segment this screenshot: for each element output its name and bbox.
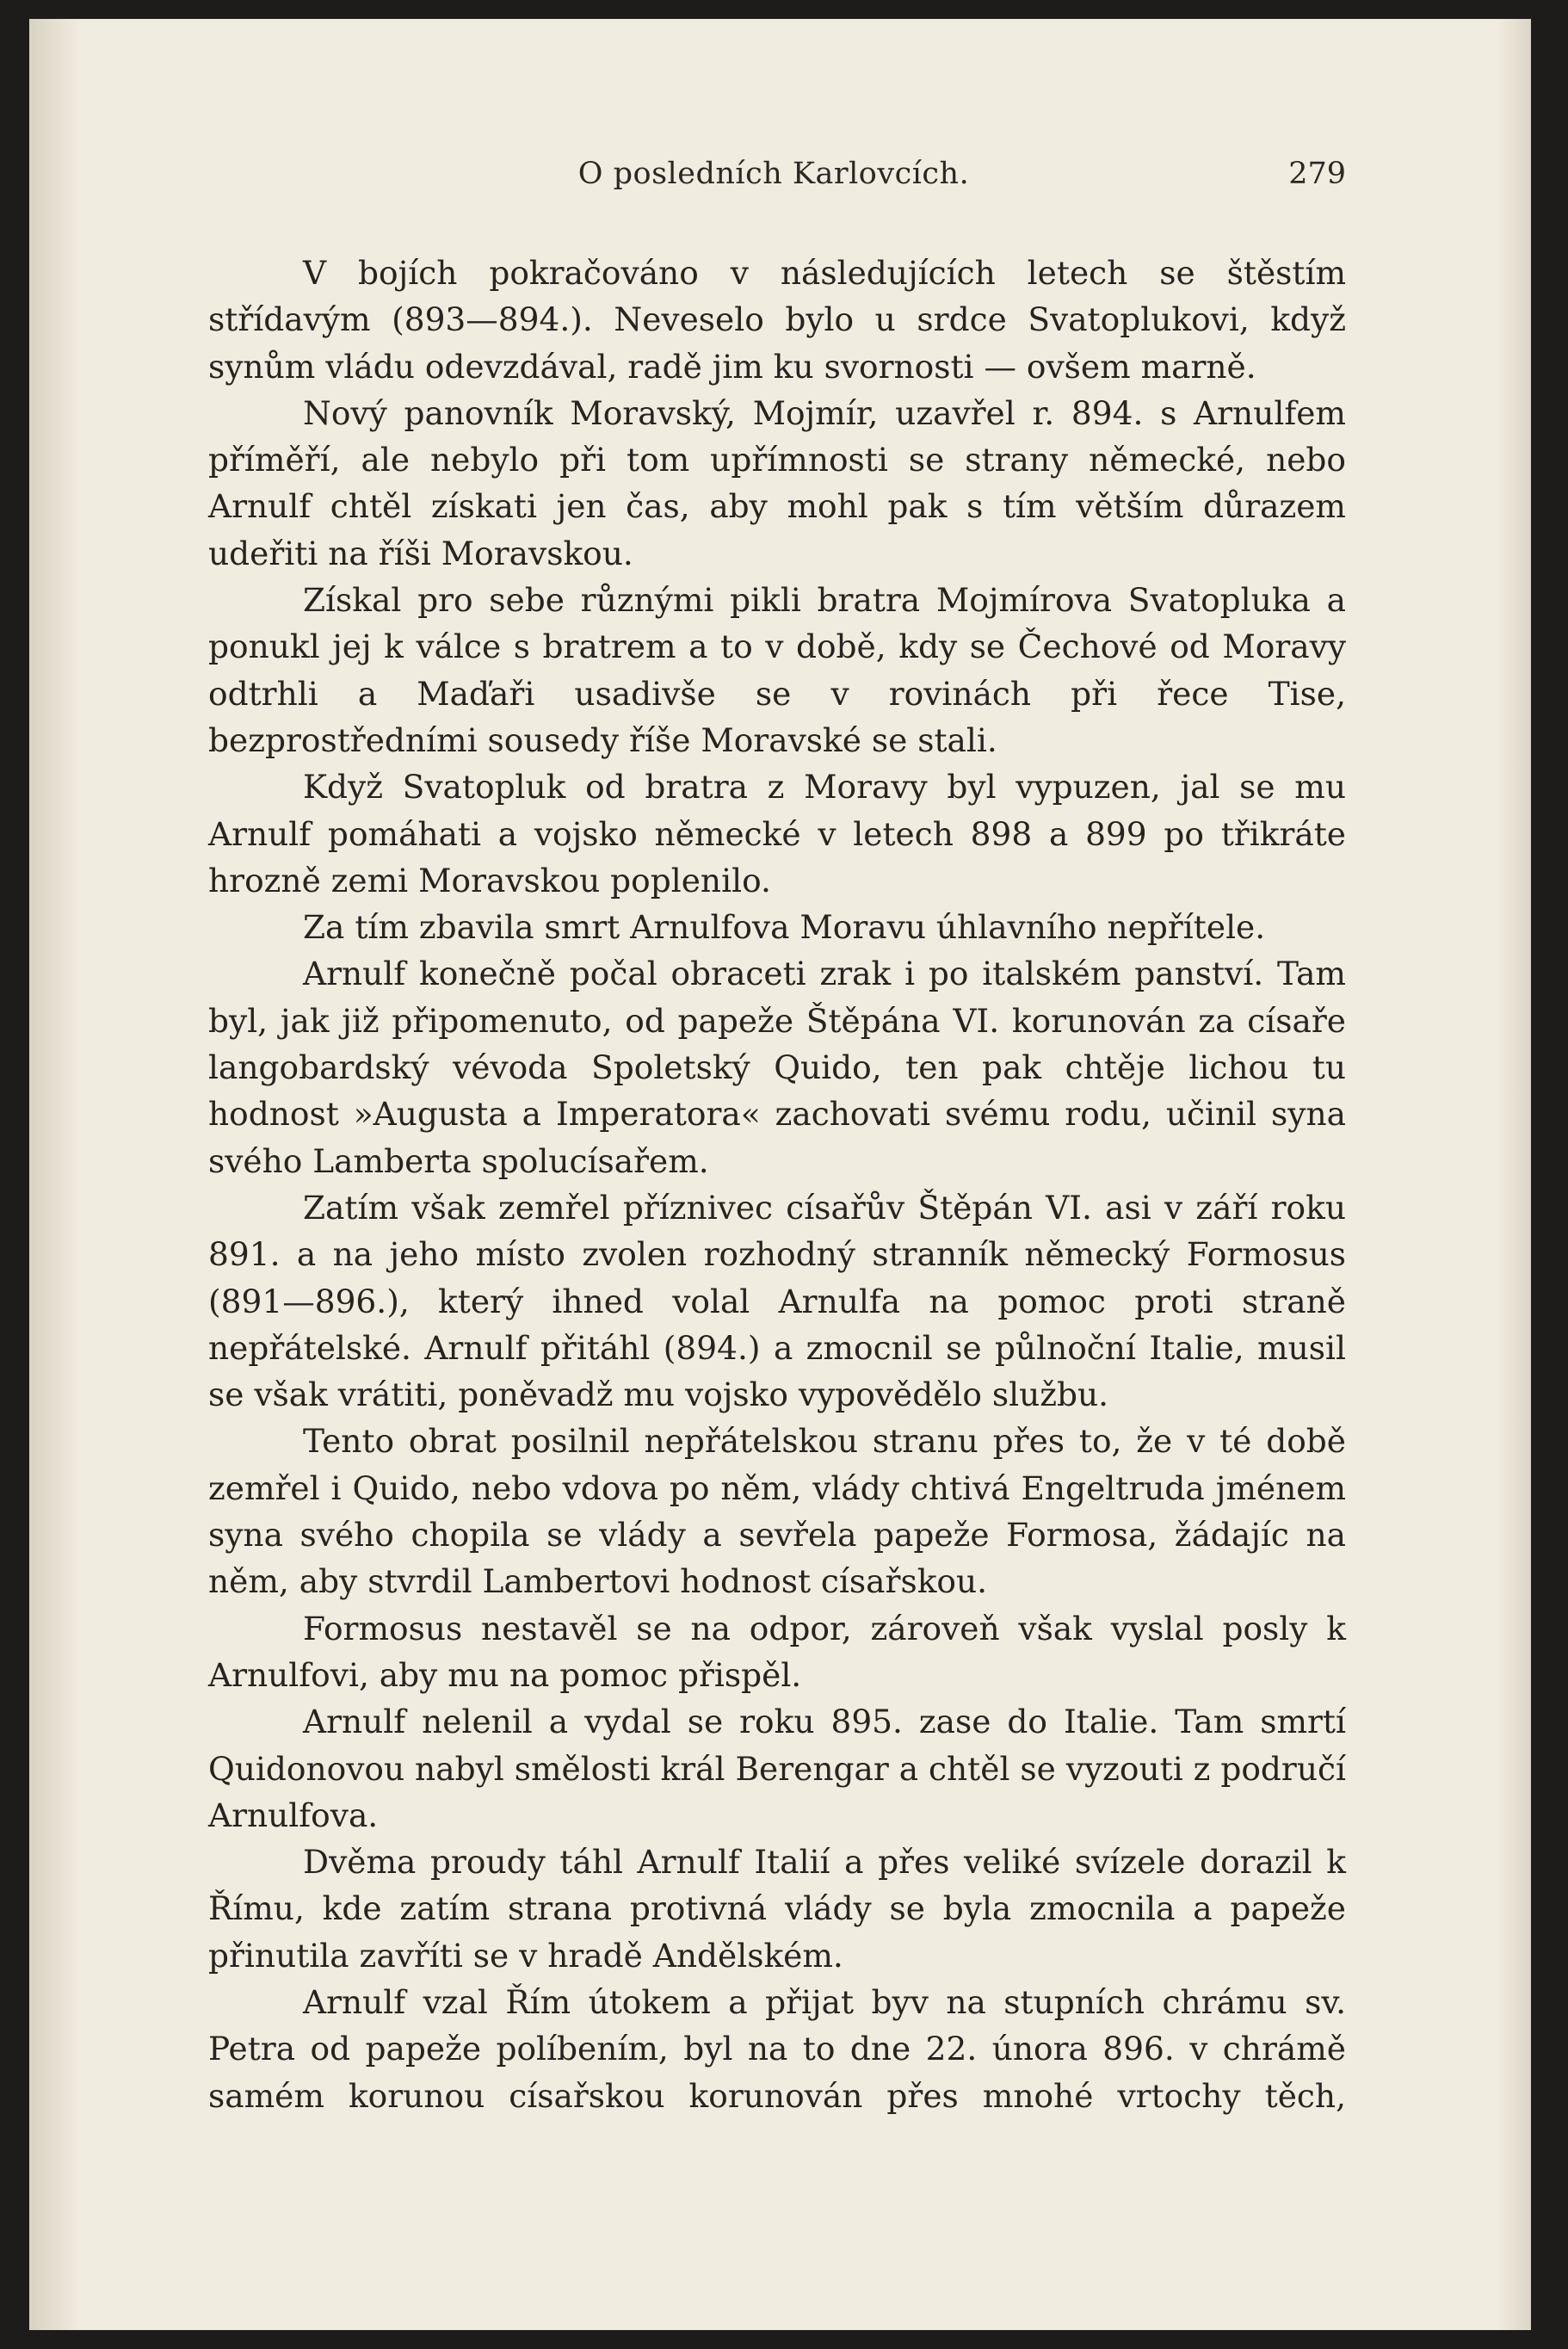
paragraph: Formosus nestavěl se na odpor, zároveň však vyslal posly k Arnulfovi, aby mu na pomoc přispěl.: [208, 1609, 1346, 1694]
paragraph: Arnulf nelenil a vydal se roku 895. zase do Italie. Tam smrtí Quidonovou nabyl smělosti král Berengar a chtěl se vyzouti z područí Arnulfova.: [208, 1703, 1346, 1834]
paragraph: V bojích pokračováno v následujících letech se štěstím střídavým (893—894.). Neveselo bylo u srdce Svatoplukovi, když synům vládu odevzdával, radě jim ku svornosti — ovšem marně.: [208, 254, 1346, 386]
paragraph: Arnulf konečně počal obraceti zrak i po italském panství. Tam byl, jak již připomenuto, od papeže Štěpána VI. korunován za císaře langobardský vévoda Spoletský Quido, ten pak chtěje lichou tu hodnost »Augusta a Imperatora« zachovati svému rodu, učinil syna svého Lamberta spolucísařem.: [208, 955, 1346, 1180]
paragraph: Tento obrat posilnil nepřátelskou stranu přes to, že v té době zemřel i Quido, nebo vdova po něm, vlády chtivá Engeltruda jménem syna svého chopila se vlády a sevřela papeže Formosa, žádajíc na něm, aby stvrdil Lambertovi hodnost císařskou.: [208, 1422, 1346, 1601]
paragraph: Arnulf vzal Řím útokem a přijat byv na stupních chrámu sv. Petra od papeže políbením, byl na to dne 22. února 896. v chrámě samém korunou císařskou korunován přes mnohé vrtochy těch,: [208, 1982, 1346, 2115]
paragraph: Získal pro sebe různými pikli bratra Mojmírova Svatopluka a ponukl jej k válce s bratrem a to v době, kdy se Čechové od Moravy odtrhli a Maďaři usadivše se v rovinách při řece Tise, bezprostředními sousedy říše Moravské se stali.: [208, 581, 1346, 759]
paragraph: Nový panovník Moravský, Mojmír, uzavřel r. 894. s Arnulfem příměří, ale nebylo při tom upřímnosti se strany německé, nebo Arnulf chtěl získati jen čas, aby mohl pak s tím větším důrazem udeřiti na říši Moravskou.: [208, 393, 1346, 572]
body-text: [208, 250, 1346, 2119]
book-page: [29, 19, 1531, 2330]
running-title: O posledních Karlovcích.: [577, 157, 970, 191]
paragraph: Za tím zbavila smrt Arnulfova Moravu úhlavního nepřítele.: [303, 908, 1266, 947]
paragraph: Dvěma proudy táhl Arnulf Italií a přes veliké svízele dorazil k Římu, kde zatím strana protivná vlády se byla zmocnila a papeže přinutila zavříti se v hradě Andělském.: [208, 1843, 1346, 1975]
page-number: 279: [1288, 157, 1346, 191]
paragraph: Když Svatopluk od bratra z Moravy byl vypuzen, jal se mu Arnulf pomáhati a vojsko německé v letech 898 a 899 po třikráte hrozně zemi Moravskou poplenilo.: [208, 768, 1346, 899]
page-header: [201, 157, 1346, 208]
paragraph: Zatím však zemřel příznivec císařův Štěpán VI. asi v září roku 891. a na jeho místo zvolen rozhodný stranník německý Formosus (891—896.), který ihned volal Arnulfa na pomoc proti straně nepřátelské. Arnulf přitáhl (894.) a zmocnil se půlnoční Italie, musil se však vrátiti, poněvadž mu vojsko vypovědělo službu.: [208, 1188, 1346, 1414]
